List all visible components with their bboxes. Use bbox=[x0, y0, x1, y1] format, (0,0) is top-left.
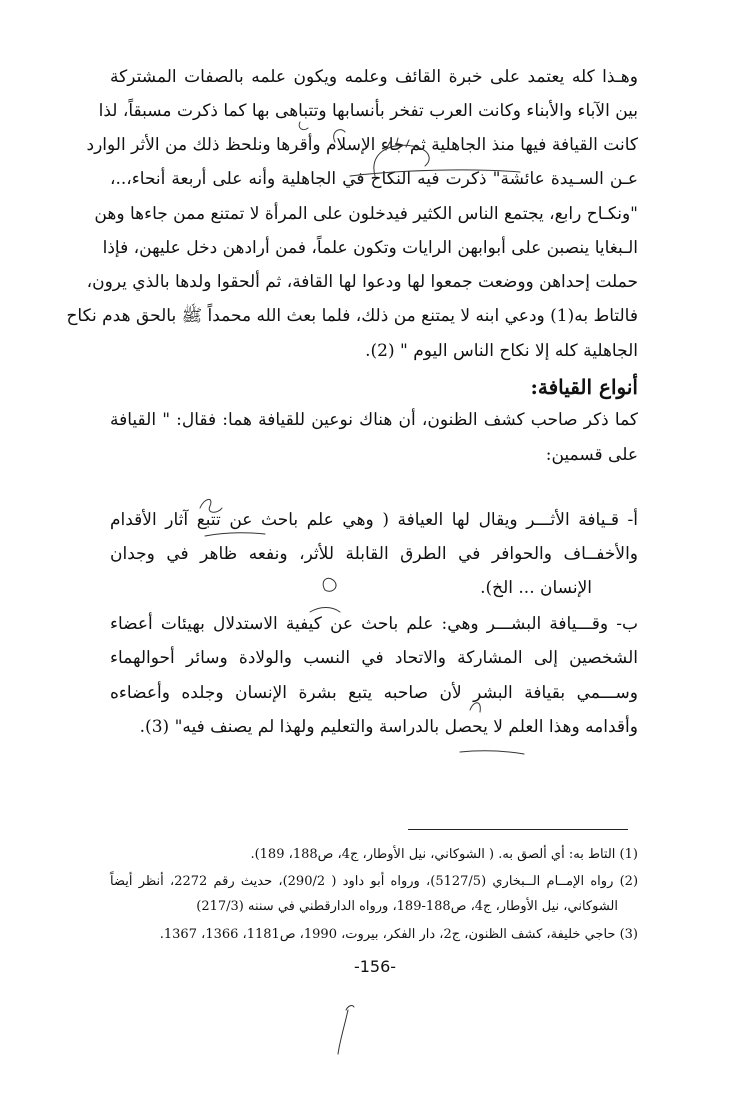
footnote: (1) التاط به: أي ألصق به. ( الشوكاني، نيل الأوطار، ج4، ص188، 189). bbox=[250, 847, 638, 862]
footnote: الشوكاني، نيل الأوطار، ج4، ص188-189، ورواه الدارقطني في سننه (217/3) bbox=[196, 899, 618, 914]
body-line: عـن السـيدة عائشة" ذكرت فيه النكاح في الجاهلية وأنه على أربعة أنحاء،..، bbox=[110, 169, 638, 189]
body-line: كما ذكر صاحب كشف الظنون، أن هناك نوعين للقيافة هما: فقال: " القيافة bbox=[110, 410, 638, 430]
footnote: (3) حاجي خليفة، كشف الظنون، ج2، دار الفكر، بيروت، 1990، ص1181، 1366، 1367. bbox=[159, 927, 638, 942]
body-line: على قسمين: bbox=[545, 445, 638, 465]
body-line: فالتاط به(1) ودعي ابنه لا يمتنع من ذلك، فلما بعث الله محمداً ﷺ بالحق هدم نكاح bbox=[66, 306, 638, 326]
body-line: بين الآباء والأبناء وكانت العرب تفخر بأنسابها وتتباهى بها كما ذكرت مسبقاً، لذا bbox=[98, 101, 638, 121]
list-item-line: الشخصين إلى المشاركة والاتحاد في النسب والولادة وسائر أحوالهماء bbox=[110, 648, 638, 668]
body-line: الـبغايا ينصبن على أبوابهن الرايات وتكون علماً، فمن أرادهن دخل عليهن، فإذا bbox=[102, 238, 638, 258]
body-line: "ونكـاح رابع، يجتمع الناس الكثير فيدخلون على المرأة لا تمتنع ممن جاءها وهن bbox=[94, 204, 638, 224]
list-item-line: أ- قـيافة الأثـــر ويقال لها العيافة ( وهي علم باحث عن تتبع آثار الأقدام bbox=[110, 510, 638, 530]
body-line: حملت إحداهن ووضعت جمعوا لها ودعوا لها القافة، ثم ألحقوا ولدها بالذي يرون، bbox=[86, 272, 638, 292]
body-line: كانت القيافة فيها منذ الجاهلية ثم جاء الإسلام وأقرها ونلحظ ذلك من الأثر الوارد bbox=[86, 135, 638, 155]
body-line: الجاهلية كله إلا نكاح الناس اليوم " (2). bbox=[365, 341, 638, 361]
list-item-line: وأقدامه وهذا العلم لا يحصل بالدراسة والتعليم ولهذا لم يصنف فيه" (3). bbox=[139, 717, 638, 737]
list-item-line: وســـمي بقيافة البشر لأن صاحبه يتبع بشرة الإنسان وجلده وأعضاءه bbox=[110, 683, 638, 703]
list-item-line: ب- وقـــيافة البشـــر وهي: علم باحث عن كيفية الاستدلال بهيئات أعضاء bbox=[110, 614, 638, 634]
body-line: وهـذا كله يعتمد على خبرة القائف وعلمه ويكون علمه بالصفات المشتركة bbox=[110, 67, 638, 87]
list-item-line: والأخفــاف والحوافر في الطرق القابلة للأثر، ونفعه ظاهر في وجدان bbox=[110, 544, 638, 564]
footnote: (2) رواه الإمــام الــبخاري (5127/5)، ورواه أبو داود ( 290/2)، حديث رقم 2272، أنظر أيضاً bbox=[110, 874, 639, 889]
page-number: -156- bbox=[353, 957, 397, 976]
section-heading: أنواع القيافة: bbox=[530, 375, 638, 399]
list-item-line: الإنسان ... الخ). bbox=[480, 578, 592, 598]
